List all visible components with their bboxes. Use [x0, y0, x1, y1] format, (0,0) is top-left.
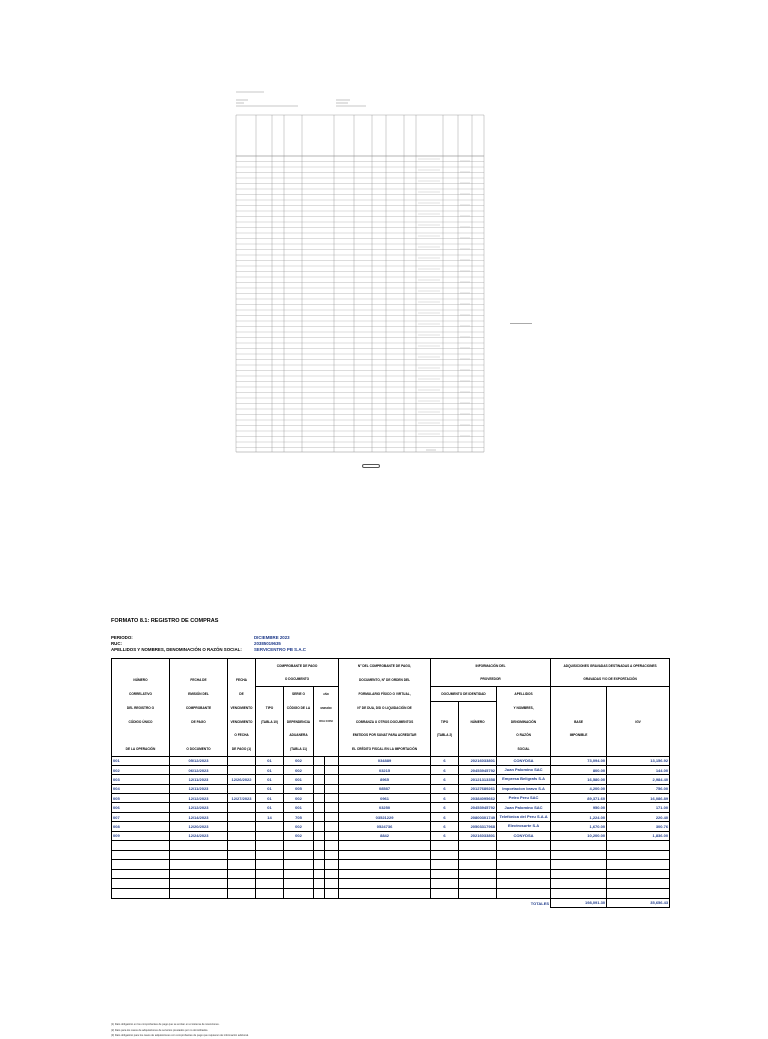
- cell-num: 006: [112, 803, 170, 812]
- empty-cell: [497, 888, 551, 898]
- fecha-emision-header-2: COMPROBANTE: [170, 701, 228, 715]
- nro-header-4: COBRANZA U OTROS DOCUMENTOS: [339, 715, 431, 729]
- empty-cell: [497, 879, 551, 889]
- empty-cell: [228, 841, 256, 851]
- table-header: [112, 659, 670, 757]
- cell-venc: [228, 765, 256, 774]
- cell-razon: CONYDSA: [497, 756, 551, 765]
- cell-anio: [325, 803, 339, 812]
- empty-cell: [170, 879, 228, 889]
- cell-razon: Importacion bravo S.A: [497, 784, 551, 793]
- empty-cell: [256, 869, 284, 879]
- razon-header-3: O RAZÓN: [497, 729, 551, 743]
- cell-num: 009: [112, 831, 170, 840]
- cell-base: 950.00: [551, 803, 607, 812]
- empty-cell: [314, 850, 325, 860]
- document-title: FORMATO 8.1: REGISTRO DE COMPRAS: [111, 618, 219, 624]
- table-row: [112, 803, 670, 812]
- empty-cell: [339, 869, 431, 879]
- table-row: [112, 765, 670, 774]
- cell-tipo: 01: [256, 765, 284, 774]
- cell-razon: Electrosurte S.A: [497, 822, 551, 831]
- cell-dtipo: 6: [431, 812, 459, 821]
- fecha-emision-header-4: O DOCUMENTO: [170, 742, 228, 756]
- doc-tipo-header: TIPO: [431, 715, 459, 729]
- ruc-value: 20385019635: [254, 641, 281, 646]
- tipo-header-1: (TABLA 10): [256, 715, 284, 729]
- cell-dnum: 20216033801: [459, 756, 497, 765]
- empty-cell: [170, 888, 228, 898]
- empty-cell: [325, 850, 339, 860]
- empty-cell: [228, 869, 256, 879]
- cell-tipo: 01: [256, 803, 284, 812]
- cell-tipo: 01: [256, 784, 284, 793]
- table-row: [112, 831, 670, 840]
- mini-spreadsheet-grid: [236, 90, 498, 462]
- cell-fecha: 12/12/2023: [170, 794, 228, 803]
- cell-nro: 8965: [339, 775, 431, 784]
- cell-anio: [325, 812, 339, 821]
- cell-base: 1,224.00: [551, 812, 607, 821]
- serie-header-3: ADUANERA: [284, 729, 314, 743]
- empty-cell: [497, 860, 551, 870]
- numero-header-2: DEL REGISTRO O: [112, 701, 170, 715]
- cell-venc: [228, 756, 256, 765]
- empty-cell: [325, 841, 339, 851]
- empty-cell: [284, 850, 314, 860]
- cell-dnum: 20800301749: [459, 812, 497, 821]
- serie-header-1: CÓDIGO DE LA: [284, 701, 314, 715]
- cell-igv: 16,086.89: [607, 794, 670, 803]
- empty-row: [112, 888, 670, 898]
- table-row: [112, 794, 670, 803]
- periodo-value: DICIEMBRE 2023: [254, 635, 290, 640]
- empty-cell: [170, 841, 228, 851]
- adq-sub-header: GRAVADAS Y/O DE EXPORTACIÓN: [551, 673, 670, 687]
- empty-cell: [170, 850, 228, 860]
- cell-dnum: 20453945792: [459, 803, 497, 812]
- proveedor-group-header-2: PROVEEDOR: [431, 673, 551, 687]
- doc-tipo-header-2: (TABLA 2): [431, 729, 459, 743]
- cell-base: 10,200.00: [551, 831, 607, 840]
- cell-dtipo: 6: [431, 756, 459, 765]
- cell-num: 007: [112, 812, 170, 821]
- fecha-venc-header-2: VENCIMIENTO: [228, 701, 256, 715]
- cell-razon: Juan Palomino SAC: [497, 803, 551, 812]
- cell-num: 003: [112, 775, 170, 784]
- cell-base: 89,371.60: [551, 794, 607, 803]
- empty-cell: [431, 888, 459, 898]
- footnote-2: (2) Dato para los casos de adquisiciones de servicios prestados por no domiciliados.: [111, 1028, 209, 1032]
- nro-header-1: DOCUMENTO, N° DE ORDEN DEL: [339, 673, 431, 687]
- cell-igv: 171.00: [607, 803, 670, 812]
- cell-base: 73,094.00: [551, 756, 607, 765]
- footnotes: [111, 1022, 249, 1039]
- cell-base: 1,670.00: [551, 822, 607, 831]
- cell-razon: Petro Peru SAC: [497, 794, 551, 803]
- cell-anio: [325, 831, 339, 840]
- cell-serie: 002: [284, 765, 314, 774]
- cell-blank: [314, 765, 325, 774]
- razon-header-0: APELLIDOS: [497, 687, 551, 702]
- cell-venc: [228, 803, 256, 812]
- cell-serie: 001: [284, 803, 314, 812]
- empty-cell: [325, 888, 339, 898]
- nro-header-3: N° DE DUA, DSI O LIQUIDACIÓN DE: [339, 701, 431, 715]
- serie-header-2: DEPENDENCIA: [284, 715, 314, 729]
- cell-nro: 03250: [339, 803, 431, 812]
- cell-serie: 705: [284, 812, 314, 821]
- empty-cell: [431, 879, 459, 889]
- serie-header-0: SERIE O: [284, 687, 314, 702]
- empty-cell: [607, 869, 670, 879]
- cell-dnum: 20127689261: [459, 784, 497, 793]
- cell-blank: [314, 784, 325, 793]
- empty-cell: [607, 860, 670, 870]
- cell-num: 008: [112, 822, 170, 831]
- adq-group-header: ADQUISICIONES GRAVADAS DESTINADAS A OPERACIONES: [551, 659, 670, 673]
- nro-header-6: EL CRÉDITO FISCAL EN LA IMPORTACIÓN: [339, 742, 431, 756]
- razon-social-value: SERVICENTRO PB S.A.C: [254, 647, 306, 652]
- empty-cell: [112, 869, 170, 879]
- cell-serie: 002: [284, 794, 314, 803]
- cell-num: 004: [112, 784, 170, 793]
- cell-tipo: [256, 831, 284, 840]
- empty-cell: [551, 888, 607, 898]
- total-base: 198,091.30: [551, 898, 607, 907]
- empty-cell: [431, 841, 459, 851]
- cell-fecha: 12/20/2023: [170, 822, 228, 831]
- empty-cell: [497, 850, 551, 860]
- empty-cell: [497, 869, 551, 879]
- empty-cell: [459, 869, 497, 879]
- cell-blank: [314, 794, 325, 803]
- cell-dnum: 20216033801: [459, 831, 497, 840]
- empty-cell: [284, 888, 314, 898]
- empty-row: [112, 879, 670, 889]
- cell-base: 4,200.00: [551, 784, 607, 793]
- fecha-venc-header-5: DE PAGO (1): [228, 742, 256, 756]
- empty-cell: [256, 888, 284, 898]
- cell-razon: Juan Palomino SAC: [497, 765, 551, 774]
- cell-nro: 0524736: [339, 822, 431, 831]
- empty-row: [112, 869, 670, 879]
- numero-header-1: CORRELATIVO: [112, 687, 170, 702]
- table-row: [112, 756, 670, 765]
- empty-cell: [607, 879, 670, 889]
- empty-cell: [339, 841, 431, 851]
- table-row: [112, 784, 670, 793]
- anio-header-0: AÑO: [314, 687, 339, 702]
- cell-dnum: 20453945792: [459, 765, 497, 774]
- fecha-emision-header-1: EMISIÓN DEL: [170, 687, 228, 702]
- cell-fecha: 12/12/2023: [170, 803, 228, 812]
- cell-nro: 8842: [339, 831, 431, 840]
- cell-base: 800.00: [551, 765, 607, 774]
- empty-cell: [459, 879, 497, 889]
- cell-dtipo: 6: [431, 775, 459, 784]
- empty-cell: [325, 860, 339, 870]
- empty-cell: [112, 850, 170, 860]
- cell-blank: [314, 831, 325, 840]
- cell-anio: [325, 765, 339, 774]
- cell-fecha: 12/11/2023: [170, 775, 228, 784]
- scroll-handle[interactable]: [362, 464, 380, 468]
- empty-cell: [431, 850, 459, 860]
- side-note-line: [510, 323, 532, 324]
- cell-venc: 12/26/2022: [228, 775, 256, 784]
- total-igv: 35,656.43: [607, 898, 670, 907]
- cell-venc: 12/27/2023: [228, 794, 256, 803]
- tipo-header-0: TIPO: [256, 701, 284, 715]
- numero-header-3: CÓDIGO ÚNICO: [112, 715, 170, 729]
- cell-anio: [325, 784, 339, 793]
- cell-fecha: 12/24/2023: [170, 831, 228, 840]
- table-row: [112, 775, 670, 784]
- base-header-0: BASE: [551, 715, 607, 729]
- doc-numero-header: NÚMERO: [459, 715, 497, 729]
- table-body: [112, 756, 670, 907]
- empty-cell: [551, 879, 607, 889]
- totals-label: TOTALES: [530, 900, 550, 906]
- cell-blank: [314, 775, 325, 784]
- cell-razon: Telefónica del Peru S.A.A: [497, 812, 551, 821]
- empty-cell: [551, 850, 607, 860]
- nro-header-2: FORMULARIO FÍSICO O VIRTUAL,: [339, 687, 431, 702]
- empty-cell: [551, 860, 607, 870]
- mini-spreadsheet-thumbnail: [236, 90, 498, 462]
- cell-num: 001: [112, 756, 170, 765]
- empty-row: [112, 850, 670, 860]
- razon-social-label: APELLIDOS Y NOMBRES, DENOMINACIÓN O RAZÓN SOCIAL:: [111, 647, 242, 652]
- doc-identidad-header: DOCUMENTO DE IDENTIDAD: [431, 687, 497, 702]
- cell-base: 16,580.00: [551, 775, 607, 784]
- cell-venc: [228, 784, 256, 793]
- base-header-1: IMPONIBLE: [551, 729, 607, 743]
- empty-cell: [459, 841, 497, 851]
- cell-anio: [325, 822, 339, 831]
- empty-cell: [551, 841, 607, 851]
- empty-cell: [284, 869, 314, 879]
- cell-dtipo: 6: [431, 784, 459, 793]
- comprobante-group-header-2: O DOCUMENTO: [256, 673, 339, 687]
- empty-cell: [497, 841, 551, 851]
- empty-cell: [325, 869, 339, 879]
- empty-cell: [459, 850, 497, 860]
- serie-header-4: (TABLA 11): [284, 742, 314, 756]
- cell-dtipo: 6: [431, 803, 459, 812]
- cell-fecha: 05/12/2023: [170, 756, 228, 765]
- empty-cell: [431, 860, 459, 870]
- empty-cell: [314, 869, 325, 879]
- cell-serie: 001: [284, 775, 314, 784]
- cell-tipo: 14: [256, 812, 284, 821]
- numero-header-0: NÚMERO: [112, 673, 170, 687]
- empty-cell: [170, 869, 228, 879]
- empty-cell: [459, 860, 497, 870]
- fecha-venc-header-0: FECHA: [228, 673, 256, 687]
- cell-igv: 13,156.92: [607, 756, 670, 765]
- empty-cell: [339, 888, 431, 898]
- cell-nro: 08587: [339, 784, 431, 793]
- cell-tipo: 01: [256, 756, 284, 765]
- fecha-emision-header-0: FECHA DE: [170, 673, 228, 687]
- cell-fecha: 12/14/2023: [170, 812, 228, 821]
- empty-cell: [228, 860, 256, 870]
- razon-header-2: DENOMINACIÓN: [497, 715, 551, 729]
- fecha-emision-header-3: DE PAGO: [170, 715, 228, 729]
- cell-venc: [228, 831, 256, 840]
- empty-cell: [284, 841, 314, 851]
- cell-tipo: [256, 822, 284, 831]
- cell-igv: 756.00: [607, 784, 670, 793]
- cell-num: 002: [112, 765, 170, 774]
- empty-cell: [112, 860, 170, 870]
- cell-blank: [314, 822, 325, 831]
- empty-cell: [459, 888, 497, 898]
- cell-dtipo: 6: [431, 822, 459, 831]
- cell-igv: 144.00: [607, 765, 670, 774]
- cell-serie: 005: [284, 784, 314, 793]
- empty-cell: [228, 888, 256, 898]
- empty-cell: [170, 860, 228, 870]
- empty-row: [112, 860, 670, 870]
- empty-cell: [256, 879, 284, 889]
- razon-header-4: SOCIAL: [497, 742, 551, 756]
- cell-igv: 220.40: [607, 812, 670, 821]
- ruc-label: RUC:: [111, 641, 122, 646]
- cell-nro: 03215: [339, 765, 431, 774]
- empty-cell: [339, 850, 431, 860]
- cell-fecha: 12/11/2023: [170, 784, 228, 793]
- fecha-venc-header-4: O FECHA: [228, 729, 256, 743]
- empty-cell: [314, 841, 325, 851]
- cell-venc: [228, 822, 256, 831]
- empty-cell: [256, 841, 284, 851]
- proveedor-group-header: INFORMACIÓN DEL: [431, 659, 551, 673]
- table-row: [112, 822, 670, 831]
- footnote-3: (3) Dato obligatorio para los casos de adquisiciones con comprobantes de pago que requieran de información adicional.: [111, 1034, 249, 1037]
- anio-header-2: DUA O DSI: [314, 715, 339, 729]
- cell-blank: [314, 812, 325, 821]
- cell-tipo: 01: [256, 794, 284, 803]
- cell-tipo: 01: [256, 775, 284, 784]
- cell-razon: CONYDSA: [497, 831, 551, 840]
- empty-cell: [228, 850, 256, 860]
- comprobante-group-header: COMPROBANTE DE PAGO: [256, 659, 339, 673]
- empty-cell: [228, 879, 256, 889]
- cell-dtipo: 6: [431, 794, 459, 803]
- empty-cell: [284, 879, 314, 889]
- empty-cell: [256, 860, 284, 870]
- totals-row: [112, 898, 670, 907]
- cell-dnum: 20384095662: [459, 794, 497, 803]
- cell-nro: 03521229: [339, 812, 431, 821]
- cell-nro: 034889: [339, 756, 431, 765]
- empty-cell: [314, 860, 325, 870]
- cell-fecha: 06/12/2023: [170, 765, 228, 774]
- periodo-label: PERIODO:: [111, 635, 133, 640]
- table-row: [112, 812, 670, 821]
- empty-cell: [607, 888, 670, 898]
- empty-cell: [339, 879, 431, 889]
- empty-cell: [314, 888, 325, 898]
- empty-cell: [112, 888, 170, 898]
- empty-cell: [607, 850, 670, 860]
- empty-cell: [339, 860, 431, 870]
- cell-serie: 002: [284, 822, 314, 831]
- cell-venc: [228, 812, 256, 821]
- cell-igv: 1,836.00: [607, 831, 670, 840]
- cell-dtipo: 6: [431, 765, 459, 774]
- cell-num: 005: [112, 794, 170, 803]
- empty-row: [112, 841, 670, 851]
- empty-cell: [284, 860, 314, 870]
- nro-header-5: EMITIDOS POR SUNAT PARA ACREDITAR: [339, 729, 431, 743]
- fecha-venc-header-1: DE: [228, 687, 256, 702]
- cell-nro: 0961: [339, 794, 431, 803]
- cell-dnum: 20503317968: [459, 822, 497, 831]
- cell-dnum: 20121313358: [459, 775, 497, 784]
- cell-blank: [314, 803, 325, 812]
- cell-anio: [325, 775, 339, 784]
- footnote-1: (1) Dato obligatorio en los comprobantes de pago que se emitan en el sistema de retenciones.: [111, 1023, 220, 1026]
- cell-igv: 300.76: [607, 822, 670, 831]
- cell-igv: 2,984.40: [607, 775, 670, 784]
- cell-serie: 002: [284, 831, 314, 840]
- purchases-register-table: [111, 658, 670, 908]
- empty-cell: [551, 869, 607, 879]
- fecha-venc-header-3: VENCIMIENTO: [228, 715, 256, 729]
- anio-header-1: EMISIÓN: [314, 701, 339, 715]
- empty-cell: [256, 850, 284, 860]
- cell-dtipo: 6: [431, 831, 459, 840]
- nro-header-0: N° DEL COMPROBANTE DE PAGO,: [339, 659, 431, 673]
- empty-cell: [314, 879, 325, 889]
- cell-anio: [325, 794, 339, 803]
- igv-header: IGV: [607, 715, 670, 729]
- empty-cell: [112, 841, 170, 851]
- empty-cell: [325, 879, 339, 889]
- razon-header-1: Y NOMBRES,: [497, 701, 551, 715]
- empty-cell: [607, 841, 670, 851]
- empty-cell: [112, 879, 170, 889]
- cell-anio: [325, 756, 339, 765]
- cell-blank: [314, 756, 325, 765]
- cell-razon: Empresa Beligrafs S.A: [497, 775, 551, 784]
- empty-cell: [431, 869, 459, 879]
- cell-serie: 002: [284, 756, 314, 765]
- numero-header-4: DE LA OPERACIÓN: [112, 742, 170, 756]
